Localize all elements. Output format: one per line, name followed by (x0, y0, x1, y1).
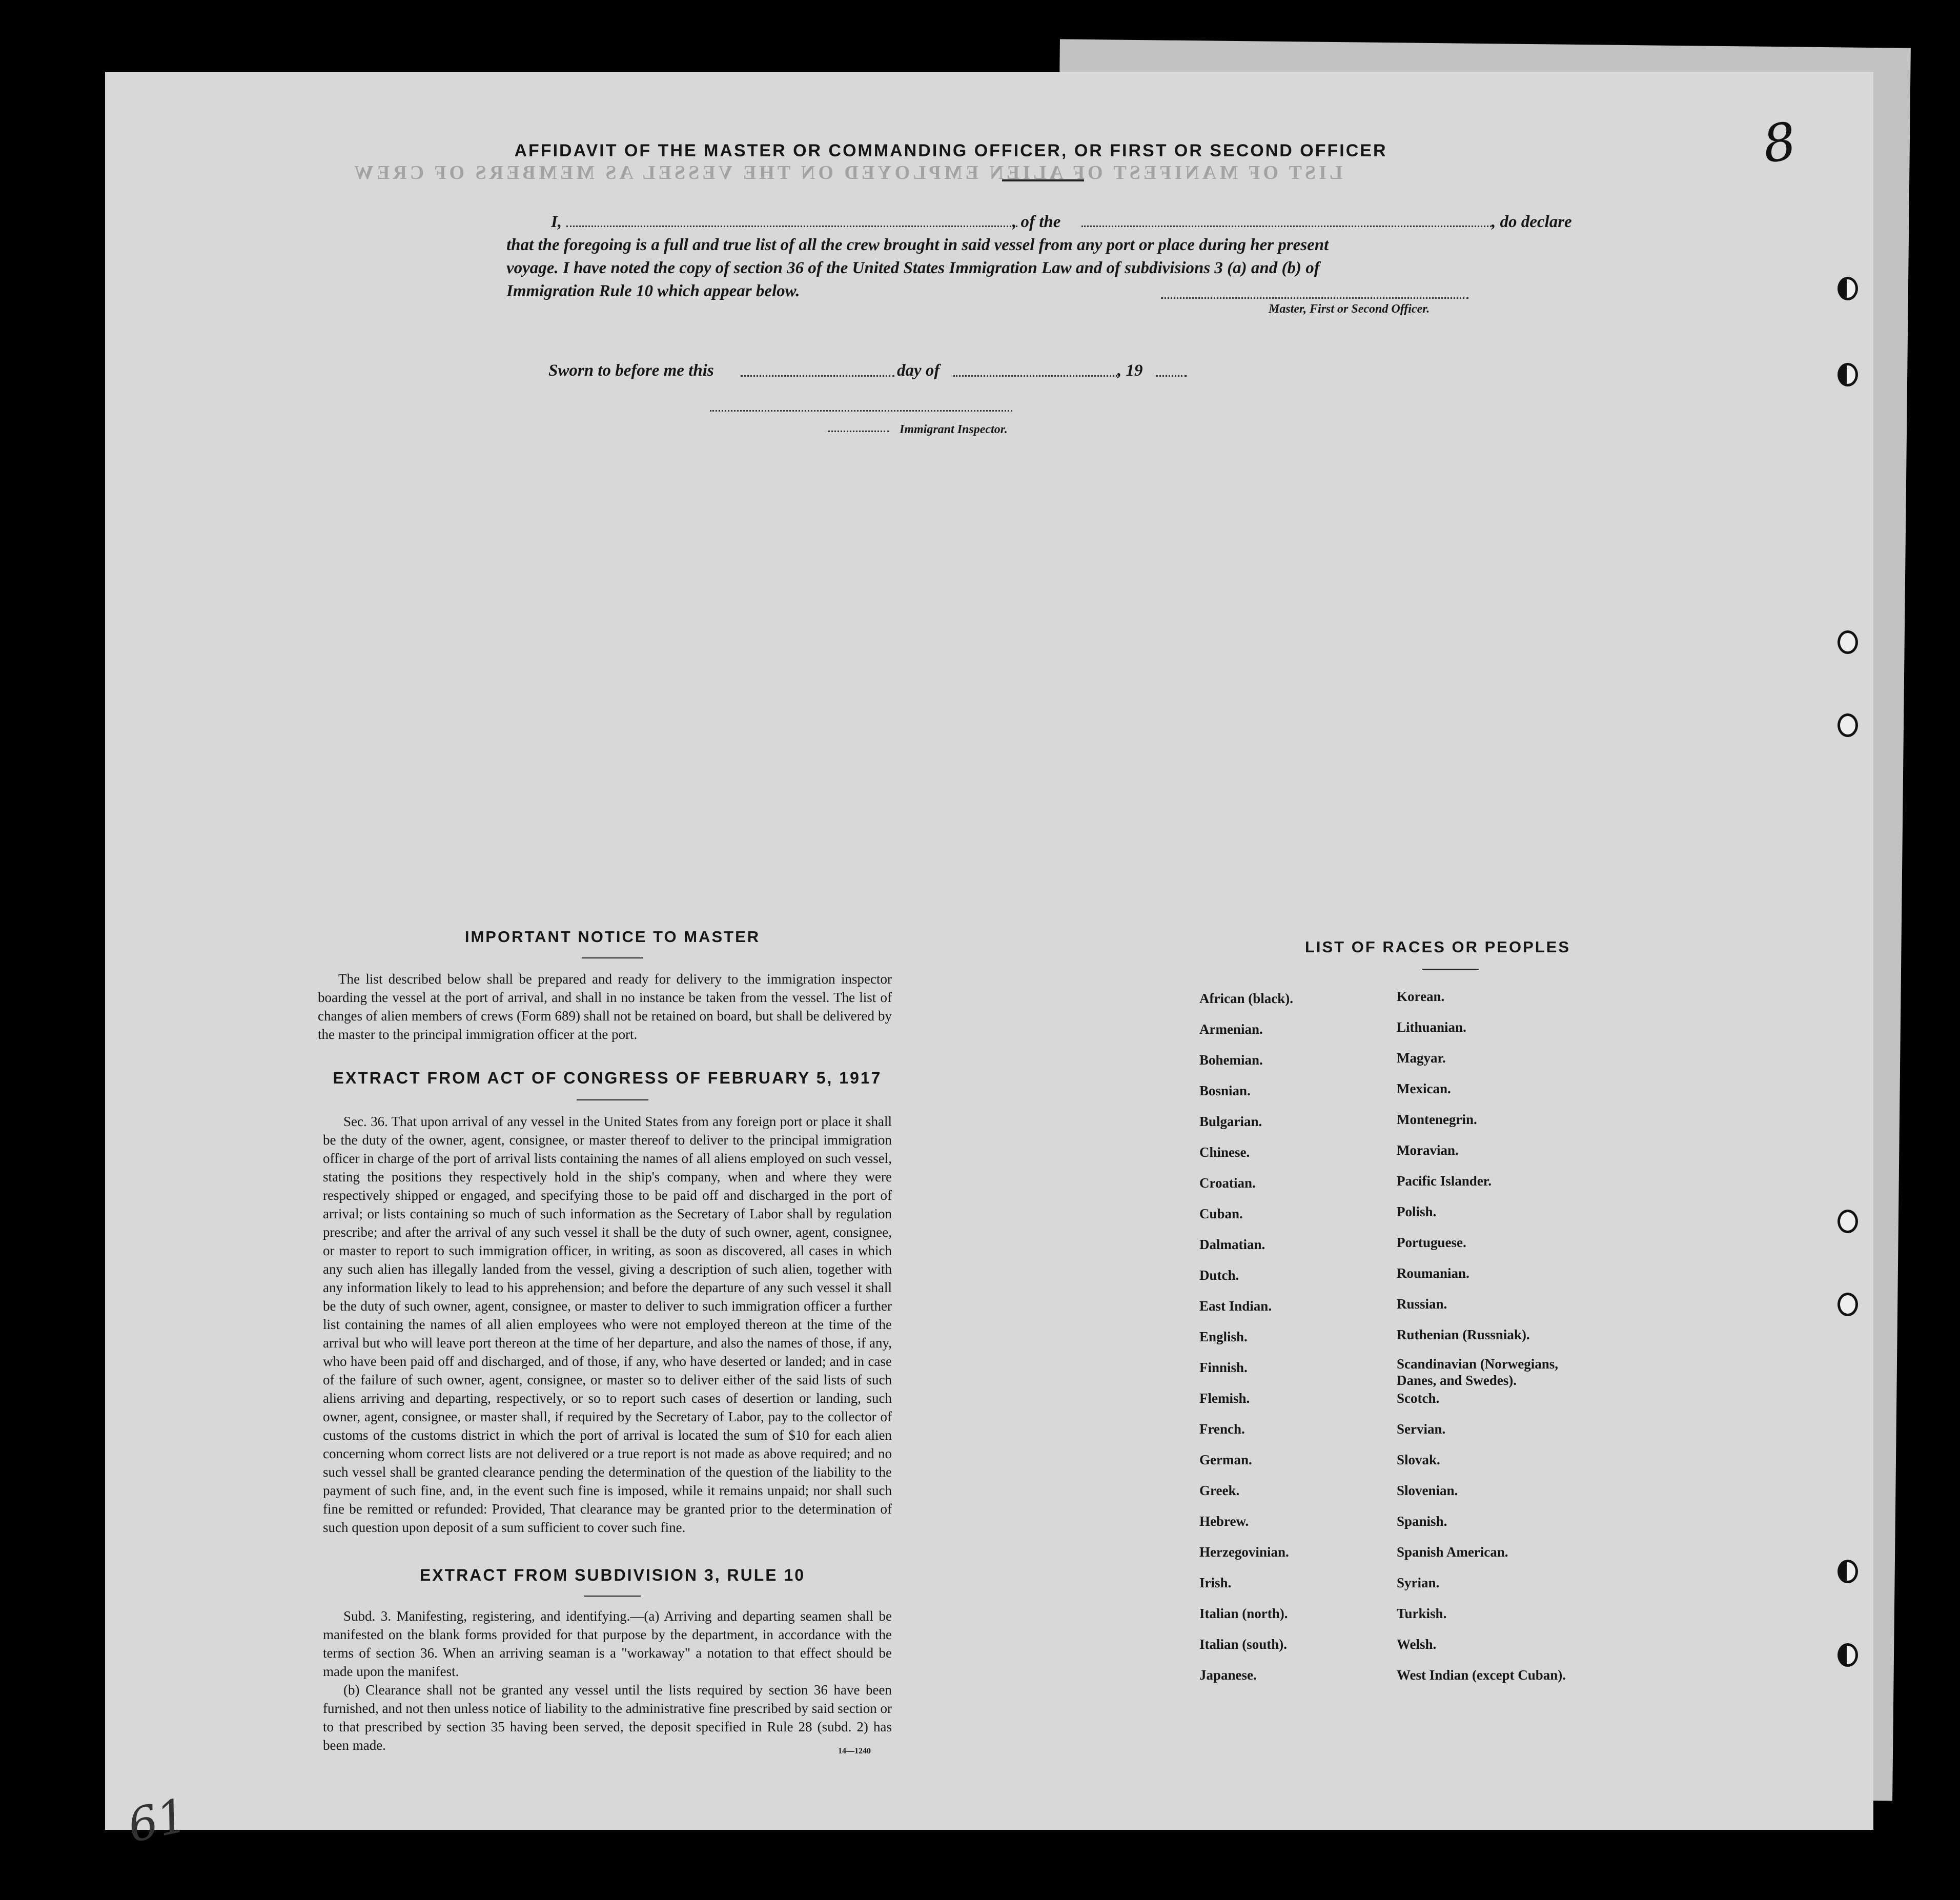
form-number: 14—1240 (838, 1747, 871, 1755)
race-right-6: Moravian. (1397, 1142, 1459, 1158)
binder-hole (1838, 713, 1858, 737)
race-right-17: Slovenian. (1397, 1483, 1458, 1498)
binder-hole (1838, 1643, 1858, 1667)
race-left-1: African (black). (1199, 991, 1293, 1006)
binder-hole (1838, 1210, 1858, 1233)
rule-paragraph-a: Subd. 3. Manifesting, registering, and identifying.—(a) Arriving and departing seamen shall be manifested on the blank forms provided for that purpose by the department, in accordance with the terms of section 36. When an arriving seaman is a "workaway" a notation to that effect should be made upon the manifest. (323, 1608, 892, 1679)
race-left-5: Bulgarian. (1199, 1114, 1262, 1129)
affidavit-line-2: that the foregoing is a full and true list of all the crew brought in said vessel from any port or place during her present (506, 236, 1329, 254)
races-title: LIST OF RACES OR PEOPLES (1304, 938, 1571, 956)
race-left-18: Hebrew. (1199, 1514, 1249, 1529)
master-signature-label: Master, First or Second Officer. (1269, 302, 1430, 316)
binder-hole (1838, 363, 1858, 386)
race-right-20: Syrian. (1397, 1575, 1440, 1590)
race-right-22: Welsh. (1397, 1637, 1437, 1652)
sworn-month-field[interactable] (953, 375, 1117, 377)
race-left-17: Greek. (1199, 1483, 1240, 1498)
binder-hole (1838, 1293, 1858, 1316)
sworn-year-field[interactable] (1156, 375, 1187, 377)
race-left-4: Bosnian. (1199, 1083, 1251, 1098)
race-right-7: Pacific Islander. (1397, 1173, 1492, 1189)
affidavit-of-the: , of the (1012, 213, 1061, 231)
race-right-21: Turkish. (1397, 1606, 1447, 1621)
race-right-11: Russian. (1397, 1296, 1447, 1312)
race-left-12: English. (1199, 1329, 1248, 1344)
document-page (105, 72, 1873, 1853)
race-left-10: Dutch. (1199, 1268, 1239, 1283)
notice-rule (582, 957, 643, 958)
race-right-14: Scotch. (1397, 1391, 1440, 1406)
race-right-19: Spanish American. (1397, 1544, 1508, 1560)
act-paragraph: Sec. 36. That upon arrival of any vessel in the United States from any foreign port or place it shall be the duty of the owner, agent, consignee, or master thereof to deliver to the principal immigration officer in charge of the port of arrival lists containing the names of all aliens employed on such vessel, stating the positions they respectively hold in the ship's company, when and where they were respectively shipped or engaged, and specifying those to be paid off and discharged in the port of arrival; or lists containing so much of such information as the Secretary of Labor shall by regulation prescribe; and after the arrival of any such vessel it shall be the duty of such owner, agent, consignee, or master to report to such immigration officer, in writing, as soon as discovered, all cases in which any such alien has illegally landed from the vessel, giving a description of such alien, together with any information likely to lead to his apprehension; and before the departure of any such vessel it shall be the duty of such owner, agent, consignee, or master to deliver to such immigration officer a further list containing the names of all alien employees who were not employed thereon at the time of the arrival but who will leave port thereon at the time of her departure, and also the names of those, if any, who have been paid off and discharged, and of those, if any, who have deserted or landed; and in case of the failure of such owner, agent, consignee, or master so to deliver either of the said lists of such aliens arriving and departing, respectively, or so to report such cases of desertion or landing, such owner, agent, consignee, or master shall, if required by the Secretary of Labor, pay to the collector of customs of the customs district in which the port of arrival is located the sum of $10 for each alien concerning whom correct lists are not delivered or a true report is not made as above required; and no such vessel shall be granted clearance pending the determination of the question of the liability to the payment of such fine, and, in the event such fine is imposed, while it remains unpaid; nor shall such fine be remitted or refunded: Provided, That clearance may be granted prior to the determination of such question upon deposit of a sum sufficient to cover such fine. (323, 1114, 892, 1535)
race-left-21: Italian (north). (1199, 1606, 1288, 1621)
act-rule (577, 1099, 648, 1100)
race-right-1: Korean. (1397, 989, 1445, 1004)
race-left-9: Dalmatian. (1199, 1237, 1265, 1252)
race-left-2: Armenian. (1199, 1021, 1263, 1037)
race-left-16: German. (1199, 1452, 1252, 1467)
race-right-12: Ruthenian (Russniak). (1397, 1327, 1530, 1342)
race-left-13: Finnish. (1199, 1360, 1248, 1375)
race-left-19: Herzegovinian. (1199, 1544, 1289, 1560)
affidavit-title: AFFIDAVIT OF THE MASTER OR COMMANDING OFFICER, OR FIRST OR SECOND OFFICER (514, 141, 1387, 160)
race-left-11: East Indian. (1199, 1298, 1272, 1314)
race-left-20: Irish. (1199, 1575, 1232, 1590)
rule-title: EXTRACT FROM SUBDIVISION 3, RULE 10 (419, 1566, 806, 1584)
race-right-8: Polish. (1397, 1204, 1437, 1219)
race-right-10: Roumanian. (1397, 1265, 1469, 1281)
race-right-16: Slovak. (1397, 1452, 1440, 1467)
binder-hole (1838, 1560, 1858, 1583)
race-left-22: Italian (south). (1199, 1637, 1288, 1652)
day-of-label: day of (897, 361, 940, 380)
binder-hole (1838, 630, 1858, 654)
race-right-13: Scandinavian (Norwegians, Danes, and Swedes). (1397, 1356, 1559, 1388)
rule-paragraph-b: (b) Clearance shall not be granted any vessel until the lists required by section 36 have been furnished, and not then unless notice of liability to the administrative fine prescribed by said section or to that prescribed by section 35 having been served, the deposit specified in Rule 28 (subd. 2) has been made. (323, 1682, 892, 1753)
binder-hole (1838, 277, 1858, 300)
name-field[interactable] (566, 226, 1017, 227)
sworn-day-field[interactable] (741, 375, 894, 377)
race-right-23: West Indian (except Cuban). (1397, 1667, 1566, 1683)
handwritten-page-number: 8 (1759, 111, 1800, 175)
inspector-signature-field-2[interactable] (828, 431, 889, 432)
affidavit-title-rule (1002, 179, 1084, 181)
affidavit-line-3: voyage. I have noted the copy of section 36 of the United States Immigration Law and of subdivisions 3 (a) and (b) of (506, 259, 1320, 277)
rule-rule (584, 1596, 641, 1597)
handwritten-margin-note: 61 (123, 1788, 192, 1853)
year-label: , 19 (1117, 361, 1143, 380)
rule-text (323, 1607, 892, 1754)
race-left-3: Bohemian. (1199, 1052, 1263, 1068)
race-right-15: Servian. (1397, 1421, 1446, 1437)
vessel-field[interactable] (1081, 226, 1492, 227)
race-right-9: Portuguese. (1397, 1235, 1466, 1250)
races-rule (1422, 969, 1479, 970)
notice-title: IMPORTANT NOTICE TO MASTER (464, 928, 761, 946)
affidavit-line-4: Immigration Rule 10 which appear below. (506, 282, 800, 300)
race-left-7: Croatian. (1199, 1175, 1256, 1191)
act-text (323, 1112, 892, 1537)
race-right-3: Magyar. (1397, 1050, 1446, 1066)
race-left-6: Chinese. (1199, 1145, 1250, 1160)
notice-text (318, 970, 892, 1044)
sworn-label: Sworn to before me this (548, 361, 714, 380)
race-left-14: Flemish. (1199, 1391, 1250, 1406)
race-left-8: Cuban. (1199, 1206, 1243, 1221)
affidavit-do-declare: , do declare (1492, 213, 1572, 231)
notice-paragraph: The list described below shall be prepared and ready for delivery to the immigration inspector boarding the vessel at the port of arrival, and shall in no instance be taken from the vessel. The list of changes of alien members of crews (Form 689) shall not be retained on board, but shall be delivered by the master to the principal immigration officer at the port. (318, 971, 892, 1042)
race-left-23: Japanese. (1199, 1667, 1257, 1683)
race-right-5: Montenegrin. (1397, 1112, 1477, 1127)
race-right-18: Spanish. (1397, 1514, 1447, 1529)
affidavit-i: I, (551, 213, 562, 231)
race-left-15: French. (1199, 1421, 1245, 1437)
race-right-2: Lithuanian. (1397, 1019, 1466, 1035)
act-title: EXTRACT FROM ACT OF CONGRESS OF FEBRUARY 5, 1917 (333, 1069, 882, 1087)
race-right-4: Mexican. (1397, 1081, 1451, 1096)
master-signature-field[interactable] (1161, 297, 1468, 299)
inspector-signature-field[interactable] (710, 410, 1012, 412)
inspector-label: Immigrant Inspector. (900, 423, 1008, 436)
bleed-through-header: LIST OF MANIFEST OF ALIEN EMPLOYED ON THE VESSEL AS MEMBERS OF CREW (351, 162, 1343, 183)
